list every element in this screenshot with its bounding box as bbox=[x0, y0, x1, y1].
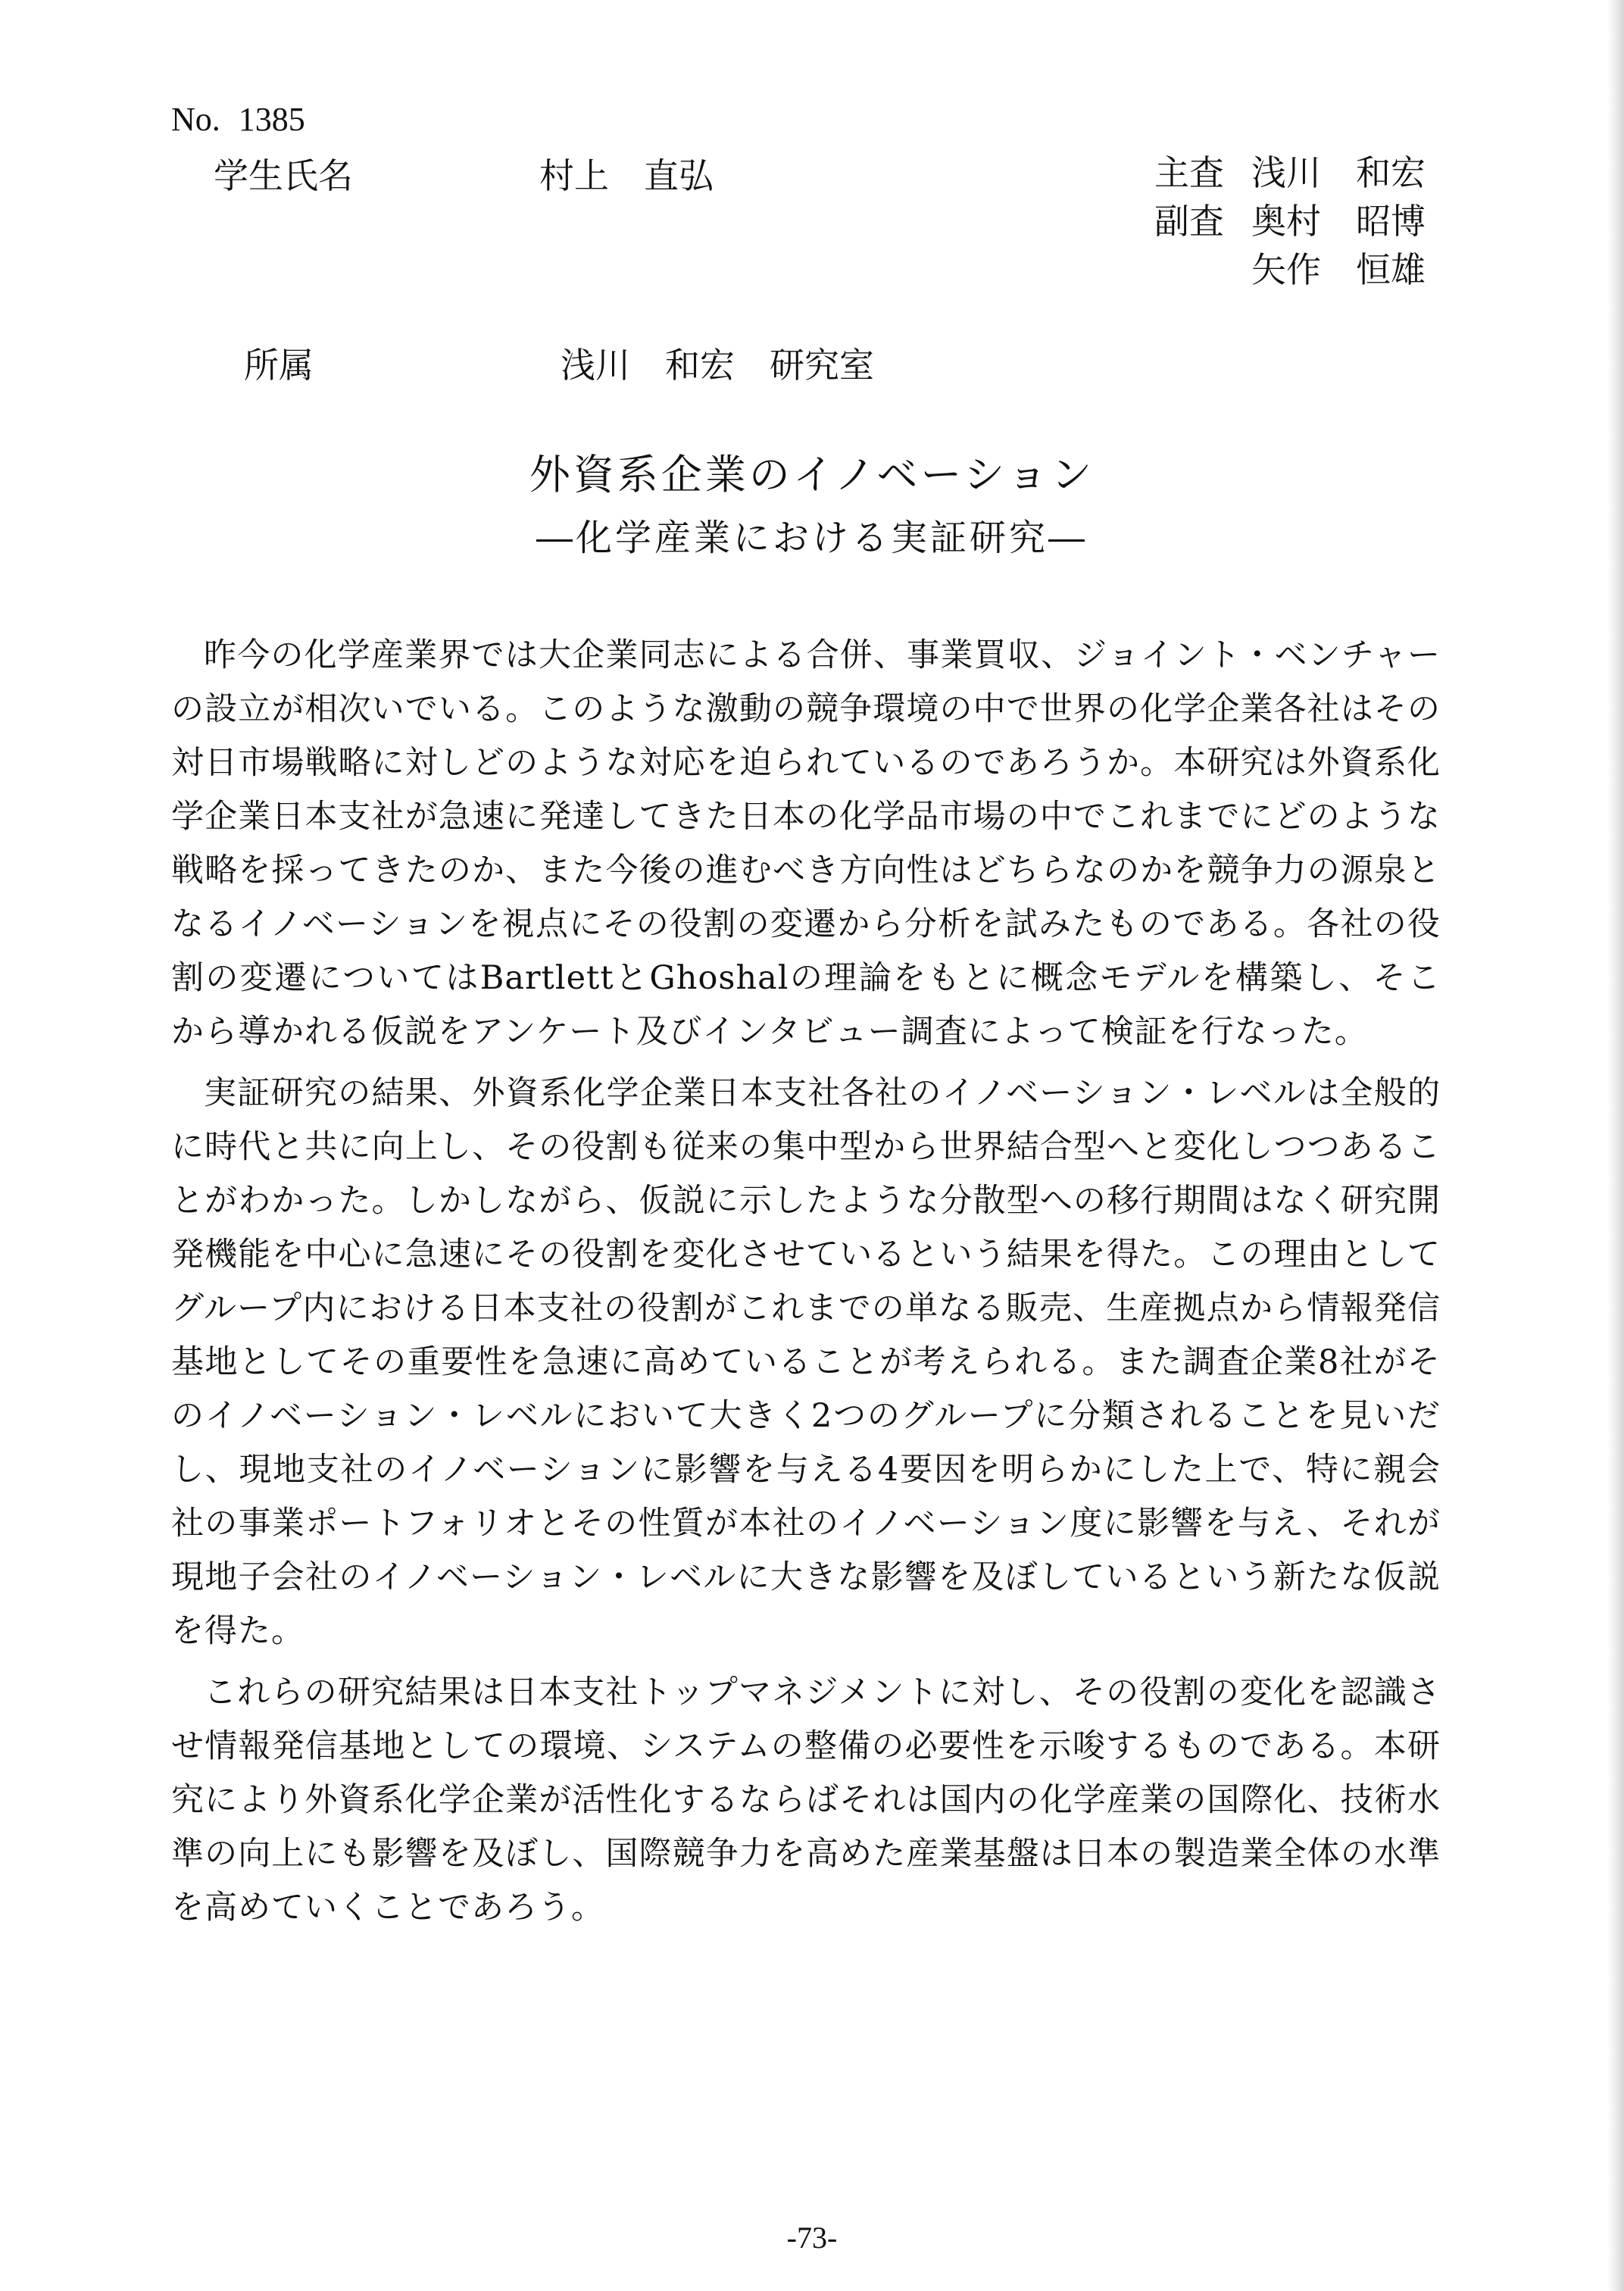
title-block bbox=[0, 442, 1624, 561]
examiner-name: 浅川 和宏 bbox=[1251, 152, 1426, 193]
examiner-list bbox=[1154, 145, 1442, 291]
document-number-value: 1385 bbox=[238, 101, 305, 138]
main-title: 外資系企業のイノベーション bbox=[529, 451, 1095, 499]
abstract-paragraph: 実証研究の結果、外資系化学企業日本支社各社のイノベーション・レベルは全般的に時代と共に向上し、その役割も従来の集中型から世界結合型へと変化しつつあることがわかった。しかしながら、仮説に示したような分散型への移行期間はなく研究開発機能を中心に急速にその役割を変化させているという結果を得た。この理由としてグループ内における日本支社の役割がこれまでの単なる販売、生産拠点から情報発信基地としてその重要性を急速に高めていることが考えられる。また調査企業8社がそのイノベーション・レベルにおいて大きく2つのグループに分類されることを見いだし、現地支社のイノベーションに影響を与える4要因を明らかにした上で、特に親会社の事業ポートフォリオとその性質が本社のイノベーション度に影響を与え、それが現地子会社のイノベーション・レベルに大きな影響を及ぼしているという新たな仮説を得た。 bbox=[171, 1074, 1441, 1650]
examiner-name: 奥村 昭博 bbox=[1251, 201, 1426, 242]
student-name-label: 学生氏名 bbox=[214, 155, 353, 196]
abstract-paragraph: 昨今の化学産業界では大企業同志による合併、事業買収、ジョイント・ベンチャーの設立が相次いでいる。このような激動の競争環境の中で世界の化学企業各社はその対日市場戦略に対しどのような対応を迫られているのであろうか。本研究は外資系化学企業日本支社が急速に発達してきた日本の化学品市場の中でこれまでにどのような戦略を採ってきたのか、また今後の進むべき方向性はどちらなのかを競争力の源泉となるイノベーションを視点にその役割の変遷から分析を試みたものである。各社の役割の変遷についてはBartlettとGhoshalの理論をもとに概念モデルを構築し、そこから導かれる仮説をアンケート及びインタビュー調査によって検証を行なった。 bbox=[171, 636, 1441, 1051]
document-number bbox=[171, 100, 305, 139]
examiner-role: 副査 bbox=[1154, 201, 1224, 242]
scan-edge-shadow bbox=[1607, 0, 1624, 2291]
page-number: -73- bbox=[786, 2221, 838, 2255]
document-number-label: No. bbox=[171, 101, 220, 138]
examiner-row-sub bbox=[1154, 194, 1442, 242]
examiner-row-chief bbox=[1154, 145, 1442, 194]
abstract-paragraph: これらの研究結果は日本支社トップマネジメントに対し、その役割の変化を認識させ情報発信基地としての環境、システムの整備の必要性を示唆するものである。本研究により外資系化学企業が活性化するならばそれは国内の化学産業の国際化、技術水準の向上にも影響を及ぼし、国際競争力を高めた産業基盤は日本の製造業全体の水準を高めていくことであろう。 bbox=[171, 1674, 1441, 1927]
student-name: 村上 直弘 bbox=[539, 155, 714, 196]
examiner-row-sub-2 bbox=[1154, 242, 1442, 291]
sub-title: ―化学産業における実証研究― bbox=[536, 517, 1088, 559]
affiliation-label: 所属 bbox=[244, 345, 314, 386]
examiner-name: 矢作 恒雄 bbox=[1251, 249, 1426, 290]
abstract-body bbox=[171, 629, 1441, 1943]
examiner-role: 主査 bbox=[1154, 152, 1224, 193]
affiliation-value: 浅川 和宏 研究室 bbox=[561, 345, 874, 386]
